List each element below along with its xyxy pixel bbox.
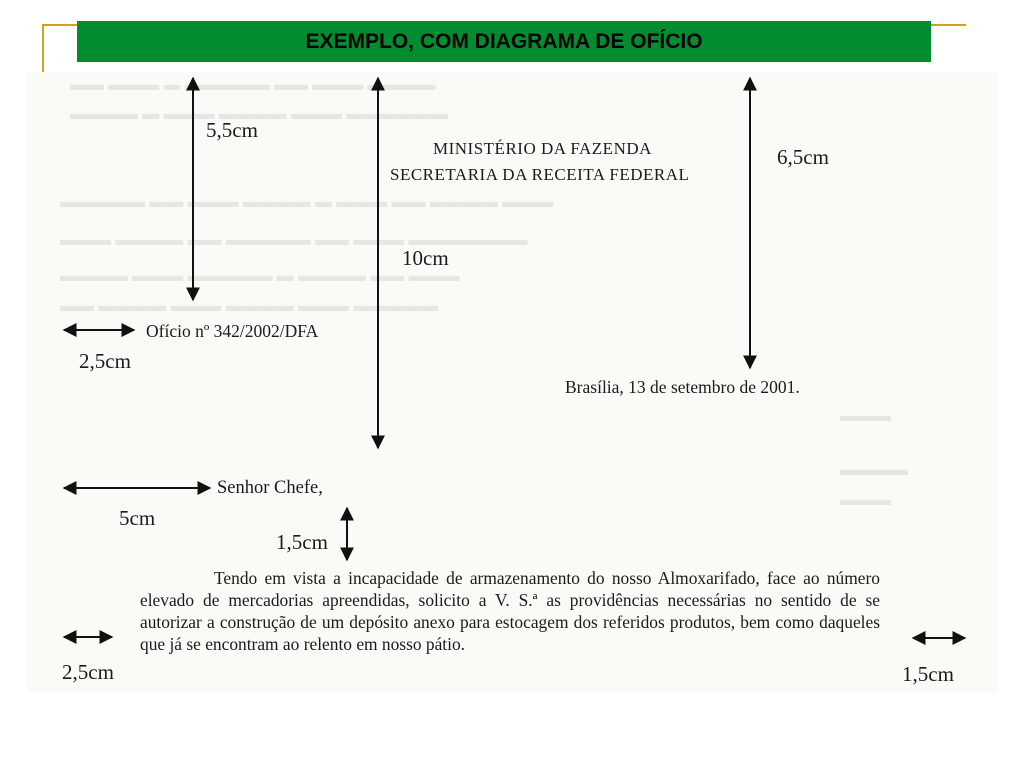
secretariat-heading: SECRETARIA DA RECEITA FEDERAL xyxy=(390,165,690,184)
label-top-right-margin: 6,5cm xyxy=(777,145,829,169)
label-left-margin: 2,5cm xyxy=(62,660,114,684)
reference-number: Ofício nº 342/2002/DFA xyxy=(146,321,319,341)
slide-title: EXEMPLO, COM DIAGRAMA DE OFÍCIO xyxy=(77,21,931,62)
letter-date: Brasília, 13 de setembro de 2001. xyxy=(565,377,800,397)
label-salutation-gap: 1,5cm xyxy=(276,530,328,554)
letter-body: Tendo em vista a incapacidade de armazenamento do nosso Almoxarifado, face ao número elevado de mercadorias apreendidas, solicito a V. S.ª as providências necessárias no sentido de se autorizar a construção de um depósito anexo para estocagem dos referidos produtos, bem como daqueles que já se encontram ao relento em nosso pátio. xyxy=(140,568,880,654)
label-reference-indent: 2,5cm xyxy=(79,349,131,373)
label-top-left-margin: 5,5cm xyxy=(206,118,258,142)
label-top-middle-margin: 10cm xyxy=(402,246,449,270)
label-salutation-indent: 5cm xyxy=(119,506,156,530)
label-right-margin: 1,5cm xyxy=(902,662,954,686)
ministry-heading: MINISTÉRIO DA FAZENDA xyxy=(433,139,652,158)
salutation: Senhor Chefe, xyxy=(217,478,323,498)
